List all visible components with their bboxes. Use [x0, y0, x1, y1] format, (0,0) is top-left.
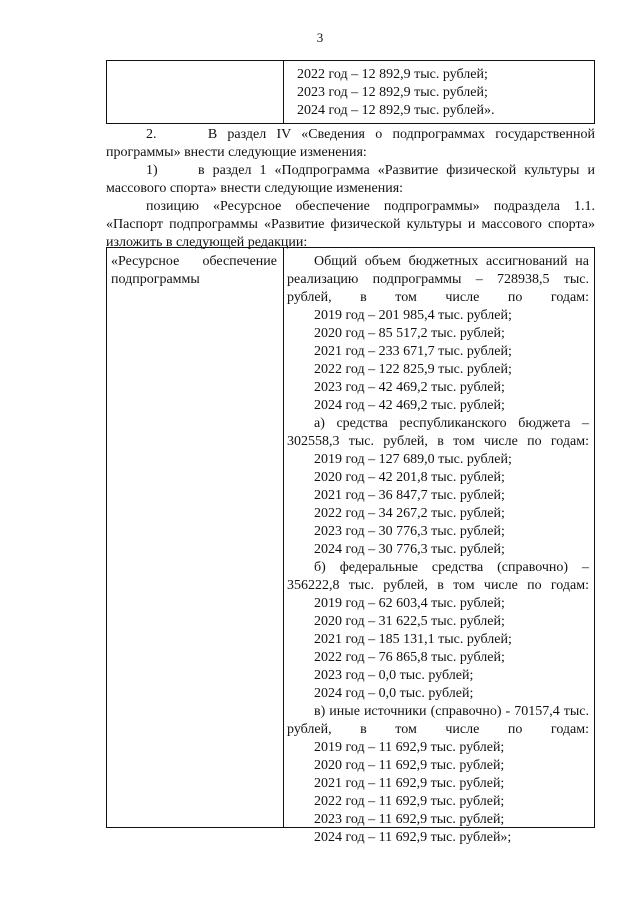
table-divider	[283, 61, 284, 123]
top-table	[106, 60, 595, 124]
year-line: 2021 год – 36 847,7 тыс. рублей;	[314, 488, 505, 503]
year-line: 2024 год – 30 776,3 тыс. рублей;	[314, 542, 505, 557]
year-line: 2021 год – 233 671,7 тыс. рублей;	[314, 344, 512, 359]
year-line: 2022 год – 11 692,9 тыс. рублей;	[314, 794, 505, 809]
table-row: 2022 год – 12 892,9 тыс. рублей;	[297, 67, 488, 82]
year-line: 2021 год – 185 131,1 тыс. рублей;	[314, 632, 512, 647]
year-line: 2019 год – 11 692,9 тыс. рублей;	[314, 740, 505, 755]
republican-budget-intro: а) средства республиканского бюджета – 302558,3 тыс. рублей, в том числе по годам:	[287, 416, 589, 449]
year-line: 2024 год – 42 469,2 тыс. рублей;	[314, 398, 505, 413]
year-line: 2023 год – 30 776,3 тыс. рублей;	[314, 524, 505, 539]
table-row: 2023 год – 12 892,9 тыс. рублей;	[297, 85, 488, 100]
year-line: 2020 год – 85 517,2 тыс. рублей;	[314, 326, 505, 341]
year-line: 2019 год – 201 985,4 тыс. рублей;	[314, 308, 512, 323]
resource-table-label: «Ресурсное обеспечение подпрограммы	[111, 254, 277, 287]
page-number: 3	[316, 30, 324, 45]
year-line: 2023 год – 42 469,2 тыс. рублей;	[314, 380, 505, 395]
year-line: 2022 год – 122 825,9 тыс. рублей;	[314, 362, 512, 377]
year-line: 2022 год – 34 267,2 тыс. рублей;	[314, 506, 505, 521]
year-line: 2023 год – 0,0 тыс. рублей;	[314, 668, 474, 683]
other-sources-intro: в) иные источники (справочно) - 70157,4 тыс. рублей, в том числе по годам:	[287, 704, 589, 737]
year-line: 2019 год – 62 603,4 тыс. рублей;	[314, 596, 505, 611]
item-2-paragraph: 2. В раздел IV «Сведения о подпрограммах государственной программы» внести следующие изменения:	[106, 127, 595, 160]
year-line: 2024 год – 0,0 тыс. рублей;	[314, 686, 474, 701]
document-body	[106, 126, 595, 252]
year-line: 2019 год – 127 689,0 тыс. рублей;	[314, 452, 512, 467]
year-line: 2021 год – 11 692,9 тыс. рублей;	[314, 776, 505, 791]
table-divider	[283, 248, 284, 827]
year-line: 2023 год – 11 692,9 тыс. рублей;	[314, 812, 505, 827]
resource-table	[106, 247, 595, 845]
table-row: 2024 год – 12 892,9 тыс. рублей».	[297, 103, 495, 118]
federal-funds-intro: б) федеральные средства (справочно) – 356222,8 тыс. рублей, в том числе по годам:	[287, 560, 589, 593]
year-line: 2020 год – 31 622,5 тыс. рублей;	[314, 614, 505, 629]
top-table-values	[297, 66, 494, 120]
total-intro: Общий объем бюджетных ассигнований на реализацию подпрограммы – 728938,5 тыс. рублей, в том числе по годам:	[287, 254, 589, 305]
year-line: 2020 год – 42 201,8 тыс. рублей;	[314, 470, 505, 485]
year-line: 2024 год – 11 692,9 тыс. рублей»;	[314, 830, 512, 845]
item-1-paragraph: 1) в раздел 1 «Подпрограмма «Развитие физической культуры и массового спорта» внести следующие изменения:	[106, 163, 595, 196]
year-line: 2020 год – 11 692,9 тыс. рублей;	[314, 758, 505, 773]
position-paragraph: позицию «Ресурсное обеспечение подпрограммы» подраздела 1.1. «Паспорт подпрограммы «Развитие физической культуры и массового спорта» изложить в следующей редакции:	[106, 199, 595, 250]
year-line: 2022 год – 76 865,8 тыс. рублей;	[314, 650, 505, 665]
resource-table-content	[287, 253, 589, 847]
